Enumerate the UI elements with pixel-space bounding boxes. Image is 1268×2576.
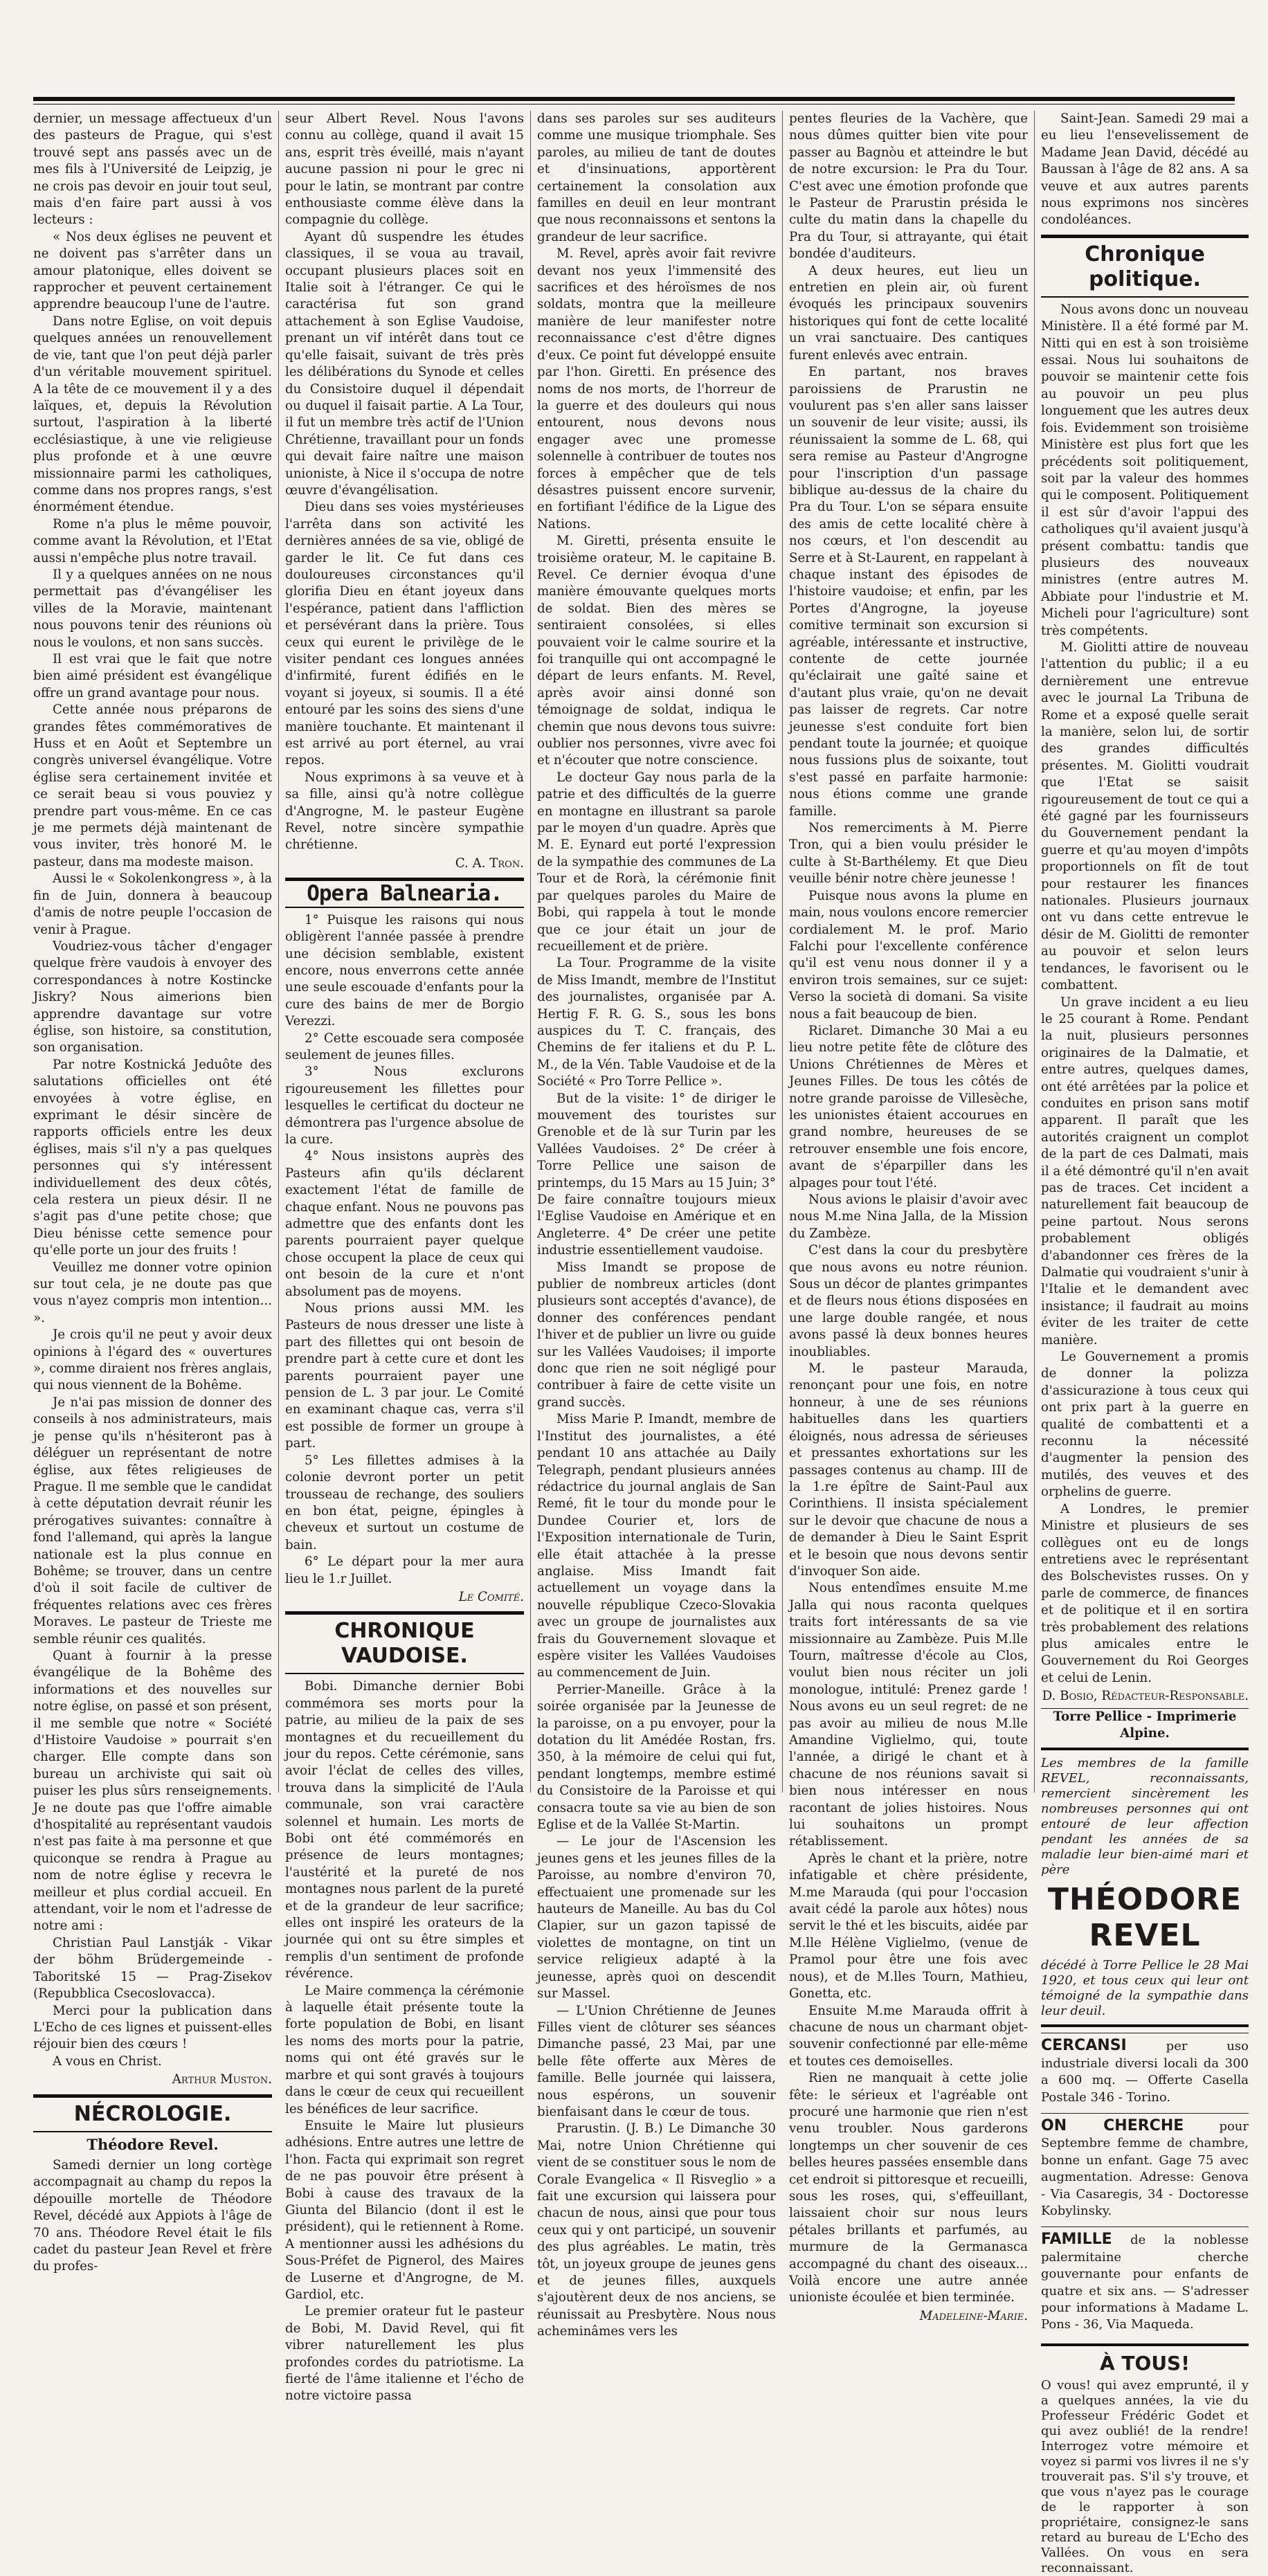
paragraph: Miss Marie P. Imandt, membre de l'Institut des journalistes, a été pendant 10 ans attachée au Daily Telegraph, pendant plusieurs années rédactrice du journal anglais de San Remé, fit le tour du monde pour le Dundee Courier et, lors de l'Exposition internationale de Turin, elle était attachée à la presse anglaise. Miss Imandt fait actuellement un voyage dans la nouvelle république Czeco-Slovakia avec un groupe de journalistes aux frais du Gouvernement slovaque et espère visiter les Vallées Vaudoises au commencement de Juin.	[537, 1412, 776, 1680]
paragraph: Le premier orateur fut le pasteur de Bobi, M. David Revel, qui fit vibrer naturellement les plus profondes cordes du patriotisme. La fierté de l'âme italienne et l'écho de notre victoire passa	[285, 2304, 524, 2404]
paragraph: Ensuite M.me Marauda offrit à chacune de nous un charmant objet-souvenir confectionné par elle-même et toutes ces demoiselles.	[789, 2003, 1028, 2069]
paragraph: Puisque nous avons la plume en main, nous voulons encore remercier cordialement M. le prof. Mario Falchi pour l'excellente conférence qu'il est venu nous donner il y a environ trois semaines, sur ce sujet: Verso la società di domani. Sa visite nous a fait beaucoup de bien.	[789, 888, 1028, 1022]
paragraph: Nous avons donc un nouveau Ministère. Il a été formé par M. Nitti qui en est à son troisième essai. Nous lui souhaitons de pouvoir se maintenir cette fois au pouvoir un peu plus longuement que les autres deux fois. Evidemment son troisième Ministère est plus fort que les précédents soit politiquement, soit par la valeur des hommes qui le composent. Politiquement il est sûr d'avoir l'appui des catholiques qu'il avaient jusqu'à présent combattu: tandis que plusieurs des nouveaux ministres (entre autres M. Abbiate pour l'industrie et M. Micheli pour l'agriculture) sont très compétents.	[1041, 302, 1249, 638]
paragraph: Dans notre Eglise, on voit depuis quelques années un renouvellement de vie, tant que l'on peut déjà parler d'un véritable mouvement spirituel. A la tête de ce mouvement il y a des laïques, et, depuis la Révolution surtout, l'aspiration à la liberté ecclésiastique, à une vie religieuse plus profonde et à une œuvre missionnaire parmi les catholiques, comme dans nos propres rangs, s'est énormément étendue.	[33, 314, 272, 515]
column-5	[1041, 111, 1249, 2575]
paragraph: Samedi dernier un long cortège accompagnait au champ du repos la dépouille mortelle de Théodore Revel, décédé aux Appiots à l'âge de 70 ans. Théodore Revel était le fils cadet du pasteur Jean Revel et frère du profes-	[33, 2157, 272, 2274]
paragraph: Miss Imandt se propose de publier de nombreux articles (dont plusieurs sont acceptés d'avance), de donner des conférences pendant l'hiver et de publier un livre ou guide sur les Vallées Vaudoises; il importe donc que rien ne soit négligé pour contribuer à faire de cette visite un grand succès.	[537, 1260, 776, 1410]
paragraph: Cette année nous préparons de grandes fêtes commémoratives de Huss et en Août et Septembre un congrès universel évangélique. Votre église sera certainement invitée et ce serait beau si vous pouviez y prendre part vous-même. En ce cas je me permets déjà maintenant de vous inviter, très honoré M. le pasteur, dans ma modeste maison.	[33, 702, 272, 869]
paragraph: dans ses paroles sur ses auditeurs comme une musique triomphale. Ses paroles, au milieu de tant de doutes et d'insinuations, apportèrent certainement la consolation aux familles en deuil en leur montrant que nous reconnaissons et sentons la grandeur de leur sacrifice.	[537, 111, 776, 244]
ad-lead: CERCANSI	[1041, 2037, 1127, 2055]
paragraph: Christian Paul Lanstják - Vikar der böhm Brüdergemeinde - Taboritské 15 — Prag-Zisekov (Repubblica Csecoslovacca).	[33, 1935, 272, 2002]
paragraph: M. Giolitti attire de nouveau l'attention du public; il a eu dernièrement une entrevue avec le journal La Tribuna de Rome et a exposé quelle serait la manière, selon lui, de sortir des grandes difficultés présentes. M. Giolitti voudrait que l'Etat se saisit rigoureusement de tout ce qui a été gagné par les fournisseurs du Gouvernement pendant la guerre et qu'au moyen d'impôts proportionnels on fît de tout pour restaurer les finances nationales. Plusieurs journaux ont vu dans cette entrevue le désir de M. Giolitti de remonter au pouvoir et selon leurs tendances, le favorisent ou le combattent.	[1041, 640, 1249, 993]
paragraph: Le Gouvernement a promis de donner la polizza d'assicurazione à tous ceux qui ont prix part à la guerre en qualité de combattenti et a reconnu la nécessité d'augmenter la pension des mutilés, des veuves et des orphelins de guerre.	[1041, 1350, 1249, 1500]
ad-a-tous-text: O vous! qui avez emprunté, il y a quelques années, la vie du Professeur Frédéric Godet et qui avez oublié! de la rendre! Interrogez votre mémoire et voyez si parmi vos livres il ne s'y trouverait pas. S'il s'y trouve, et que vous n'ayez pas le courage de le rapporter à son propriétaire, consignez-le sans retard au bureau de L'Echo des Vallées. On vous en sera reconnaissant.	[1041, 2377, 1249, 2575]
chronique-politique-heading: Chronique politique.	[1041, 235, 1249, 298]
column-divider	[530, 111, 531, 1793]
paragraph: Rien ne manquait à cette jolie fête: le sérieux et l'agréable ont procuré une harmonie que rien n'est venu troubler. Nous garderons longtemps un cher souvenir de ces belles heures passées ensemble dans cet endroit si pittoresque et recueilli, sous les roses, qui, s'effeuillant, laissaient choir sur nous leurs pétales brillants et parfumés, au murmure de la Germanasca accompagné du chant des oiseaux... Voilà encore une autre année unioniste écoulée et bien terminée.	[789, 2071, 1028, 2305]
paragraph: Ensuite le Maire lut plusieurs adhésions. Entre autres une lettre de l'hon. Facta qui exprimait son regret de ne pas pouvoir être présent à Bobi à cause des travaux de la Giunta del Bilancio (dont il est le président), qui le retiennent à Rome. A mentionner aussi les adhésions du Sous-Préfet de Pignerol, des Maires de Luserne et d'Angrogne, de M. Gardiol, etc.	[285, 2118, 524, 2302]
paragraph: Nous prions aussi MM. les Pasteurs de nous dresser une liste à part des fillettes qui ont besoin de prendre part à cette cure et dont les parents pourraient payer une pension de L. 3 par jour. Le Comité en examinant chaque cas, verra s'il est possible de former un groupe à part.	[285, 1301, 524, 1451]
necrology-heading: NÉCROLOGIE.	[33, 2094, 272, 2132]
ad-text: pour Septembre femme de chambre, bonne un enfant. Gage 75 avec augmentation. Adresse: Genova - Via Casaregis, 34 - Doctoresse Kobylinsky.	[1041, 2119, 1249, 2219]
header-rule-thin	[33, 104, 1235, 105]
paragraph: Il est vrai que le fait que notre bien aimé président est évangélique offre un grand avantage pour nous.	[33, 652, 272, 700]
header-rule	[33, 97, 1235, 101]
paragraph: Un grave incident a eu lieu le 25 courant à Rome. Pendant la nuit, plusieurs personnes originaires de la Dalmatie, et entre autres, quelques dames, ont été arrêtées par la police et conduites en prison sans motif apparent. Il paraît que les autorités craignent un complot de la part de ces Dalmati, mais il a été démontré qu'il n'en avait pas de traces. Cet incident a naturellement fait beaucoup de peine partout. Nous serons probablement obligés d'abandonner ces frères de la Dalmatie qui voudraient s'unir à l'Italie et le demandent avec insistance; il faudrait au moins éviter de les traiter de cette manière.	[1041, 995, 1249, 1348]
paragraph: M. Revel, après avoir fait revivre devant nos yeux l'immensité des sacrifices et des héroïsmes de nos soldats, montra que la meilleure manière de leur manifester notre reconnaissance c'est d'être dignes d'eux. Ce point fut développé ensuite par l'hon. Giretti. En présence des noms de nos morts, de l'horreur de la guerre et des douleurs qui nous entourent, nous devons nous engager avec une promesse solennelle à contribuer de toutes nos forces à empêcher que de tels désastres puissent encore survenir, en fortifiant l'édifice de la Ligue des Nations.	[537, 246, 776, 532]
paragraph: Je n'ai pas mission de donner des conseils à nos administrateurs, mais je pense qu'ils n'hésiteront pas à déléguer un représentant de notre église, aux fêtes religieuses de Prague. Il me semble que le candidat à cette députation devrait réunir les prérogatives suivantes: connaître à fond l'allemand, qui après la langue nationale est la plus connue en Bohême; se trouver, dans un centre d'où il soit facile de cultiver de fréquentes relations avec ces frères Moraves. Le pasteur de Trieste me semble réunir ces qualités.	[33, 1395, 272, 1647]
paragraph: Nous entendîmes ensuite M.me Jalla qui nous raconta quelques traits fort intéressants de sa vie missionnaire au Zambèze. Puis M.lle Tourn, maîtresse d'école au Clos, voulut bien nous réciter un joli monologue, intitulé: Prenez garde ! Nous avons eu un seul regret: de ne pas avoir au milieu de nous M.lle Amandine Viglielmo, qui, toute l'année, a dirigé le chant et à chacune de nos réunions savait si bien nous intéresser en nous racontant de jolies histoires. Nous lui souhaitons un prompt rétablissement.	[789, 1581, 1028, 1849]
paragraph: Voudriez-vous tâcher d'engager quelque frère vaudois à envoyer des correspondances à notre Kostincke Jiskry? Nous aimerions bien apprendre davantage sur votre église, son histoire, sa constitution, son organisation.	[33, 938, 272, 1055]
ad-famille	[1041, 2226, 1249, 2337]
ad-a-tous-title: À TOUS!	[1100, 2351, 1190, 2375]
paragraph: Par notre Kostnická Jeduôte des salutations officielles ont été envoyées à votre église, en exprimant le désir sincère de rapports officiels entre les deux églises, mais s'il n'y a pas quelques personnes qui s'y intéressent individuellement des deux côtés, cela restera un pieux désir. Il ne s'agit pas d'une petite chose; que Dieu bénisse cette semence pour qu'elle porte un jour des fruits !	[33, 1057, 272, 1258]
ad-divider	[1041, 2343, 1249, 2346]
paragraph: En partant, nos braves paroissiens de Prarustin ne voulurent pas s'en aller sans laisser un souvenir de leur visite; aussi, ils réunissaient la somme de L. 68, qui sera remise au Pasteur d'Angrogne pour l'inscription d'un passage biblique au-dessus de la chaire du Pra du Tour. L'on se sépara ensuite des amis de cette localité chère à nos cœurs, et l'on descendit au Serre et à St-Laurent, en rappelant à chaque instant des épisodes de l'histoire vaudoise; et enfin, par les Portes d'Angrogne, la joyeuse comitive terminait son excursion si agréable, intéressante et instructive, contente de cette journée qu'éclairait une gaîté saine et d'autant plus vraie, qu'on ne devait pas laisser de regrets. Car notre jeunesse s'est conduite fort bien pendant toute la journée; et quoique nous fussions plus de soixante, tout s'est passé en parfaite harmonie: nous étions comme une grande famille.	[789, 365, 1028, 819]
paragraph: Je crois qu'il ne peut y avoir deux opinions à l'égard des « ouvertures », comme diraient nos frères anglais, qui nous viennent de la Bohême.	[33, 1327, 272, 1393]
paragraph: Riclaret. Dimanche 30 Mai a eu lieu notre petite fête de clôture des Unions Chrétiennes de Mères et Jeunes Filles. De tous les côtés de notre grande paroisse de Villesèche, les unionistes étaient accourues en grand nombre, heureuses de se retrouver ensemble une fois encore, avant de s'éparpiller dans les alpages pour tout l'été.	[789, 1023, 1028, 1190]
paragraph: Nos remerciments à M. Pierre Tron, qui a bien voulu présider le culte à St-Barthélemy. Et que Dieu veuille bénir notre chère jeunesse !	[789, 821, 1028, 887]
paragraph: Saint-Jean. Samedi 29 mai a eu lieu l'ensevelissement de Madame Jean David, décédé au Baussan à l'âge de 82 ans. A sa veuve et aux autres parents nous exprimons nos sincères condoléances.	[1041, 111, 1249, 228]
ad-divider	[1041, 1748, 1249, 1750]
chronique-vaudoise-heading: CHRONIQUE VAUDOISE.	[285, 1611, 524, 1674]
paragraph: Nous exprimons à sa veuve et à sa fille, ainsi qu'à notre collègue d'Angrogne, M. le pasteur Eugène Revel, notre sincère sympathie chrétienne.	[285, 770, 524, 853]
column-2	[285, 111, 524, 2404]
printer-line: Torre Pellice - Imprimerie Alpine.	[1041, 1708, 1249, 1743]
paragraph: 4° Nous insistons auprès des Pasteurs afin qu'ils déclarent exactement l'état de famille de chaque enfant. Nous ne pouvons pas admettre que des enfants dont les parents pourraient payer quelque chose occupent la place de ceux qui ont besoin de la cure et n'ont absolument pas de moyens.	[285, 1149, 524, 1299]
editor-line: D. Bosio, Rédacteur-Responsable.	[1042, 1689, 1249, 1704]
paragraph: A deux heures, eut lieu un entretien en plein air, où furent évoqués les principaux souvenirs historiques qui font de cette localité un vrai sanctuaire. Des cantiques furent enlevés avec entrain.	[789, 263, 1028, 363]
paragraph: Après le chant et la prière, notre infatigable et chère présidente, M.me Marauda (qui pour l'occasion avait cédé la parole aux hôtes) nous servit le thé et les biscuits, aidée par M.lle Hélène Viglielmo, (venue de Pramol pour être une fois avec nous), et de M.lles Tourn, Mathieu, Gonetta, etc.	[789, 1851, 1028, 2002]
column-divider	[1034, 111, 1035, 1793]
paragraph: M. le pasteur Marauda, renonçant pour une fois, en notre honneur, à une de ses réunions habituelles dans les quartiers éloignés, nous adressa de sérieuses et pressantes exhortations sur les passages contenus au champ. III de la 1.re épître de Saint-Paul aux Corinthiens. Il insista spécialement sur le devoir que chacune de nous a de demander à Dieu le Saint Esprit et le besoin que nous devons sentir d'invoquer Son aide.	[789, 1361, 1028, 1579]
paragraph: 2° Cette escouade sera composée seulement de jeunes filles.	[285, 1031, 524, 1062]
paragraph: Perrier-Maneille. Grâce à la soirée organisée par la Jeunesse de la paroisse, on a pu envoyer, pour la dotation du lit Amédée Rostan, frs. 350, à la mémoire de celui qui fut, pendant longtemps, membre estimé du Consistoire de la Paroisse et qui consacra toute sa vie au bien de son Eglise et de la Vallée St-Martin.	[537, 1682, 776, 1833]
paragraph: 6° Le départ pour la mer aura lieu le 1.r Juillet.	[285, 1554, 524, 1586]
ad-thanks-text-2: décédé à Torre Pellice le 28 Mai 1920, et tous ceux qui leur ont témoigné de la sympathie dans leur deuil.	[1041, 1958, 1249, 2019]
paragraph: dernier, un message affectueux d'un des pasteurs de Prague, qui s'est trouvé sept ans passés avec un de mes fils à l'Université de Leipzig, je ne crois pas devoir en jouir tout seul, mais d'en faire part aussi à vos lecteurs :	[33, 111, 272, 228]
paragraph: — L'Union Chrétienne de Jeunes Filles vient de clôturer ses séances Dimanche passé, 23 Mai, par une belle fête offerte aux Mères de famille. Belle journée qui laissera, nous espérons, un souvenir bienfaisant dans le cœur de tous.	[537, 2003, 776, 2119]
signature: Arthur Muston.	[172, 2072, 272, 2087]
paragraph: La Tour. Programme de la visite de Miss Imandt, membre de l'Institut des journalistes, organisée par A. Hertig F. R. G. S., sous les bons auspices du T. C. français, des Chemins de fer italiens et du P. L. M., de la Vén. Table Vaudoise et de la Société « Pro Torre Pellice ».	[537, 956, 776, 1089]
paragraph: « Nos deux églises ne peuvent et ne doivent pas s'arrêter dans un amour platonique, elles doivent se rapprocher et peuvent certainement apprendre beaucoup l'une de l'autre.	[33, 229, 272, 312]
column-3	[537, 111, 776, 2339]
paragraph: Rome n'a plus le même pouvoir, comme avant la Révolution, et l'Etat aussi n'empêche plus notre travail.	[33, 516, 272, 565]
paragraph: Nous avions le plaisir d'avoir avec nous M.me Nina Jalla, de la Mission du Zambèze.	[789, 1192, 1028, 1241]
paragraph: Merci pour la publication dans L'Echo de ces lignes et puissent-elles réjouir bien des cœurs !	[33, 2003, 272, 2052]
paragraph: Le Maire commença la cérémonie à laquelle était présente toute la forte population de Bobi, en lisant les noms des morts pour la patrie, noms qui ont été gravés sur le marbre et qui sont gravés à toujours dans le cœur de ceux qui recueillent les bénéfices de leur sacrifice.	[285, 1983, 524, 2116]
ad-thanks-text: Les membres de la famille REVEL, reconnaissants, remercient sincèrement les nombreuses personnes qui ont entouré de leur affection pendant les années de sa maladie leur bien-aimé mari et père	[1041, 1756, 1249, 1878]
column-divider	[278, 111, 279, 1793]
paragraph: 5° Les fillettes admises à la colonie devront porter un petit trousseau de rechange, des souliers en bon état, peigne, épingles à cheveux et surtout un costume de bain.	[285, 1453, 524, 1552]
column-divider	[782, 111, 783, 1793]
paragraph: Bobi. Dimanche dernier Bobi commémora ses morts pour la patrie, au milieu de la paix de ses montagnes et du recueillement du jour du repos. Cette cérémonie, sans avoir l'éclat de celles des villes, trouva dans la simplicité de l'Aula communale, son vrai caractère solennel et humain. Les morts de Bobi ont été commémorés en présence de leurs montagnes; l'austérité et la pureté de nos montagnes nous parlent de la pureté et de la grandeur de leur sacrifice; elles ont inspiré les orateurs de la journée qui ont su être simples et remplis d'un sentiment de profonde révérence.	[285, 1679, 524, 1981]
paragraph: Ayant dû suspendre les études classiques, il se voua au travail, occupant plusieurs places soit en Italie soit à l'étranger. Ce qui le caractérisa fut son grand attachement à son Eglise Vaudoise, prenant un vif intérêt dans tout ce qu'elle faisait, suivant de très près les délibérations du Synode et celles du Consistoire duquel il dépendait ou duquel il faisait partie. A La Tour, il fut un membre très actif de l'Union Chrétienne, travaillant pour un fonds qui devait faire naître une maison unioniste, à Nice il s'occupa de notre œuvre d'évangélisation.	[285, 229, 524, 498]
paragraph: Quant à fournir à la presse évangélique de la Bohême des informations et des nouvelles sur notre église, on passé et son présent, il me semble que notre « Société d'Histoire Vaudoise » pourrait s'en charger. Elle compte dans son bureau un archiviste qui sait où puiser les plus sûrs renseignements. Je ne doute pas que l'offre aimable d'hospitalité au représentant vaudois n'est pas faite à ma personne et que quiconque se rendra à Prague au nom de notre église y recevra le meilleur et plus cordial accueil. En attendant, voir le nom et l'adresse de notre ami :	[33, 1648, 272, 1934]
opera-balnearia-heading: Opera Balnearia.	[285, 878, 524, 907]
paragraph: seur Albert Revel. Nous l'avons connu au collège, quand il avait 15 ans, esprit très éveillé, mais n'ayant aucune passion ni pour le grec ni pour le latin, se montrant par contre enthousiaste comme élève dans la compagnie du collège.	[285, 111, 524, 228]
paragraph: C'est dans la cour du presbytère que nous avons eu notre réunion. Sous un décor de plantes grimpantes et de fleurs nous étions disposées en une large double rangée, et nous avons passé là deux bonnes heures inoubliables.	[789, 1243, 1028, 1359]
ad-on-cherche	[1041, 2113, 1249, 2224]
ad-lead: ON CHERCHE	[1041, 2117, 1184, 2134]
paragraph: M. Giretti, présenta ensuite le troisième orateur, M. le capitaine B. Revel. Ce dernier évoqua d'une manière émouvante quelques morts de soldat. Bien des mères se sentiraient consolées, si elles pouvaient voir le calme sourire et la foi tranquille qui ont accompagné le départ de leurs enfants. M. Revel, après avoir ainsi donné son témoignage de soldat, indiqua le chemin que nous devons tous suivre: oublier nos personnes, vivre avec foi et n'écouter que notre conscience.	[537, 534, 776, 768]
paragraph: But de la visite: 1° de diriger le mouvement des touristes sur Grenoble et de là sur Turin par les Vallées Vaudoises. 2° De créer à Torre Pellice une saison de printemps, du 15 Mars au 15 Juin; 3° De faire connaître toujours mieux l'Eglise Vaudoise en Amérique et en Angleterre. 4° De créer une petite industrie essentiellement vaudoise.	[537, 1091, 776, 1258]
signature: Madeleine-Marie.	[919, 2308, 1028, 2323]
paragraph: Veuillez me donner votre opinion sur tout cela, je ne doute pas que vous n'ayez compris mon intention... ».	[33, 1260, 272, 1325]
ad-thanks-name: THÉODORE REVEL	[1047, 1882, 1242, 1954]
paragraph: Dieu dans ses voies mystérieuses l'arrêta dans son activité les dernières années de sa vie, obligé de garder le lit. Ce fut dans ces douloureuses circonstances qu'il glorifia Dieu en étant joyeux dans l'espérance, patient dans l'affliction et persévérant dans la prière. Tous ceux qui eurent le privilège de le visiter pendant ces longues années d'infirmité, furent édifiés en le voyant si joyeux, si soumis. Il a été entouré par les soins des siens d'une manière touchante. Et maintenant il est arrivé au port éternel, au vrai repos.	[285, 500, 524, 768]
paragraph: A Londres, le premier Ministre et plusieurs de ses collègues ont eu de longs entretiens avec le représentant des Bolschevistes russes. On y parle de commerce, de finances et de politique et il en sortira très probablement des relations plus amicales entre le Gouvernement du Roi Georges et celui de Lenin.	[1041, 1501, 1249, 1685]
signature: C. A. Tron.	[455, 855, 524, 871]
paragraph: Prarustin. (J. B.) Le Dimanche 30 Mai, notre Union Chrétienne qui vient de se constituer sous le nom de Corale Evangelica « Il Risveglio » a fait une excursion qui laissera pour chacun de nous, ainsi que pour tous ceux qui y ont participé, un souvenir des plus agréables. Le matin, très tôt, un joyeux groupe de jeunes gens et de jeunes filles, auxquels s'ajoutèrent deux de nos anciens, se réunissait au Presbytère. Nous nous acheminâmes vers les	[537, 2121, 776, 2339]
paragraph: Le docteur Gay nous parla de la patrie et des difficultés de la guerre en montagne en illustrant sa parole par le moyen d'un quadre. Après que M. E. Eynard eut porté l'expression de la sympathie des communes de La Tour et de Rorà, la cérémonie finit par quelques paroles du Maire de Bobi, qui rappela à tout le monde que ce jour était un jour de recueillement et de prière.	[537, 770, 776, 954]
paragraph: pentes fleuries de la Vachère, que nous dûmes quitter bien vite pour passer au Bagnòu et atteindre le but de notre excursion: le Pra du Tour. C'est avec une émotion profonde que le Pasteur de Prarustin présida le culte du matin dans la chapelle du Pra du Tour, si attrayante, qui était bondée d'auditeurs.	[789, 111, 1028, 262]
ad-text: per uso industriale diversi locali da 300 a 600 mq. — Offerte Casella Postale 346 - Torino.	[1041, 2039, 1249, 2105]
ad-divider	[1041, 2024, 1249, 2027]
paragraph: 1° Puisque les raisons qui nous obligèrent l'année passée à prendre une décision semblable, existent encore, nous enverrons cette année une seule escouade d'enfants pour la cure des bains de mer de Borgio Verezzi.	[285, 912, 524, 1029]
ad-cercansi	[1041, 2033, 1249, 2110]
paragraph: A vous en Christ.	[53, 2053, 162, 2069]
necrology-subtitle: Théodore Revel.	[87, 2135, 219, 2153]
ad-lead: FAMILLE	[1041, 2231, 1112, 2249]
column-1	[33, 111, 272, 2274]
column-4	[789, 111, 1028, 2323]
paragraph: 3° Nous exclurons rigoureusement les fillettes pour lesquelles le certificat du docteur ne démontrera pas l'urgence absolue de la cure.	[285, 1064, 524, 1147]
paragraph: Aussi le « Sokolenkongress », à la fin de Juin, donnera à beaucoup d'amis de notre peuple l'occasion de venir à Prague.	[33, 871, 272, 937]
signature: Le Comité.	[458, 1589, 524, 1604]
ad-text: de la noblesse palermitaine cherche gouvernante pour enfants de quatre et six ans. — S'adresser pour informations à Madame L. Pons - 36, Via Maqueda.	[1041, 2233, 1249, 2332]
paragraph: — Le jour de l'Ascension les jeunes gens et les jeunes filles de la Paroisse, au nombre d'environ 70, effectuaient une promenade sur les hauteurs de Maneille. Au bas du Col Clapier, sur un gazon tapissé de violettes de montagne, on tint un service religieux adapté à la jeunesse, après quoi on descendit sur Massel.	[537, 1834, 776, 2002]
paragraph: Il y a quelques années on ne nous permettait pas d'évangéliser les villes de la Moravie, maintenant nous pouvons tenir des réunions où nous le voulons, et non sans succès.	[33, 567, 272, 650]
